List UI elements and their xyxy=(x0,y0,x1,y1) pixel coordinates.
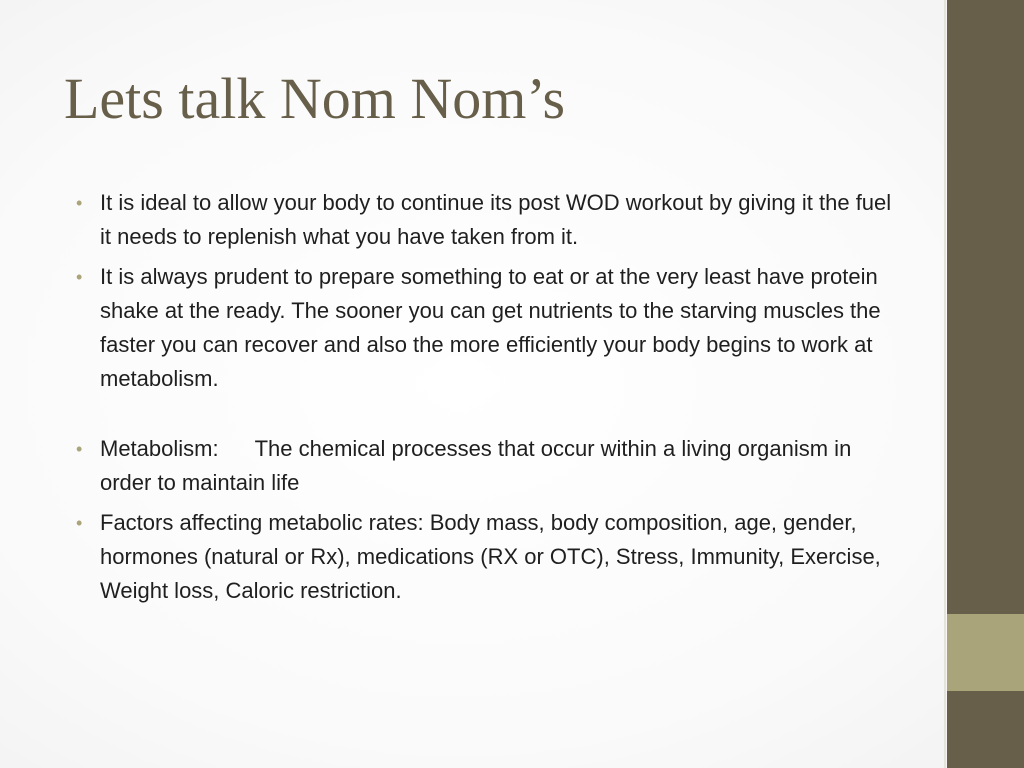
bullet-item-1 xyxy=(72,186,902,254)
bullet-term: Metabolism: xyxy=(100,436,219,461)
side-divider-line xyxy=(944,0,946,768)
slide-title: Lets talk Nom Nom’s xyxy=(64,66,566,131)
bullet-dot-icon: • xyxy=(76,439,83,459)
bullet-definition: The chemical processes that occur within a living organism in order to maintain life xyxy=(100,436,852,495)
bullet-dot-icon: • xyxy=(76,267,83,287)
bullet-dot-icon: • xyxy=(76,193,83,213)
bullet-item-4 xyxy=(72,506,902,608)
bullet-text: It is always prudent to prepare something to eat or at the very least have protein shake at the ready. The sooner you can get nutrients to the starving muscles the faster you can recover and also the more efficiently your body begins to work at metabolism. xyxy=(100,264,881,391)
bullet-text: It is ideal to allow your body to continue its post WOD workout by giving it the fuel it needs to replenish what you have taken from it. xyxy=(100,190,892,249)
side-accent-block xyxy=(947,614,1024,691)
bullet-dot-icon: • xyxy=(76,513,83,533)
bullet-text: Factors affecting metabolic rates: Body mass, body composition, age, gender, hormones (natural or Rx), medications (RX or OTC), Stress, Immunity, Exercise, Weight loss, Caloric restriction. xyxy=(100,510,881,603)
bullet-item-3 xyxy=(72,432,902,500)
bullet-list xyxy=(72,186,902,614)
bullet-item-2 xyxy=(72,260,902,396)
